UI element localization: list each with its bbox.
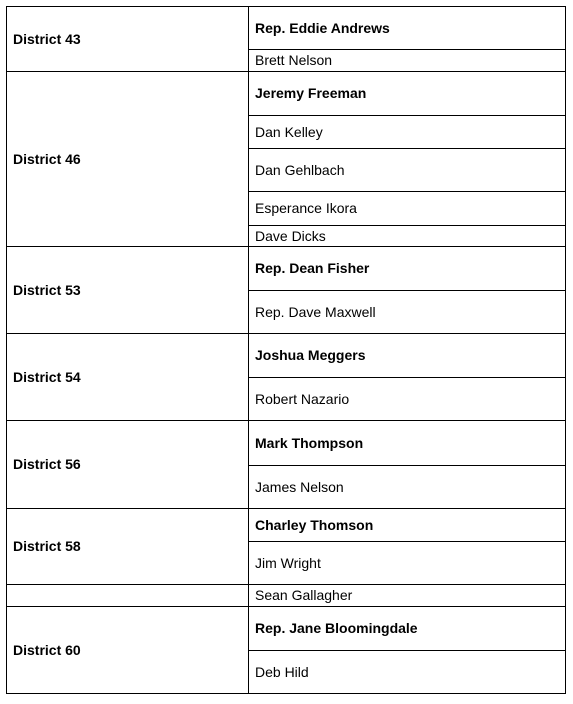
column-divider [248,6,249,694]
group-divider [6,333,566,334]
row-divider [248,49,566,50]
district-label: District 46 [13,150,81,167]
district-label: District 53 [13,281,81,298]
candidate-name: Rep. Jane Bloomingdale [255,620,418,636]
row-divider [248,290,566,291]
candidate-name: Deb Hild [255,663,309,680]
district-label: District 56 [13,456,81,472]
row-divider [248,148,566,149]
candidate-name: Charley Thomson [255,516,374,533]
candidate-name: Dan Gehlbach [255,161,345,178]
district-label: District 54 [13,368,81,385]
row-divider [248,465,566,466]
candidate-name: Jim Wright [255,554,321,571]
district-label: District 43 [13,30,81,47]
row-divider [248,650,566,651]
district-label: District 58 [13,538,81,554]
group-divider [6,420,566,421]
group-divider [6,508,566,509]
row-divider [248,541,566,542]
table-bottom-border [6,693,566,694]
candidate-name: Joshua Meggers [255,347,366,363]
group-divider [6,584,566,585]
row-divider [248,377,566,378]
table-left-border [6,6,7,694]
row-divider [248,115,566,116]
table-right-border [565,6,566,694]
row-divider [248,225,566,226]
candidate-name: Mark Thompson [255,434,364,451]
candidate-name: Robert Nazario [255,390,350,407]
group-divider [6,6,566,7]
group-divider [6,606,566,607]
candidate-name: Dan Kelley [255,123,323,140]
group-divider [6,246,566,247]
candidate-name: Brett Nelson [255,52,333,68]
candidate-name: Sean Gallagher [255,587,353,603]
candidate-name: Jeremy Freeman [255,85,367,101]
candidate-name: Rep. Dave Maxwell [255,303,376,320]
candidate-name: Dave Dicks [255,227,326,244]
district-label [6,584,248,606]
candidate-name: James Nelson [255,478,344,495]
district-label: District 60 [13,641,81,658]
row-divider [248,191,566,192]
candidate-name: Esperance Ikora [255,200,357,216]
candidate-name: Rep. Eddie Andrews [255,19,390,36]
candidate-name: Rep. Dean Fisher [255,260,370,276]
group-divider [6,71,566,72]
